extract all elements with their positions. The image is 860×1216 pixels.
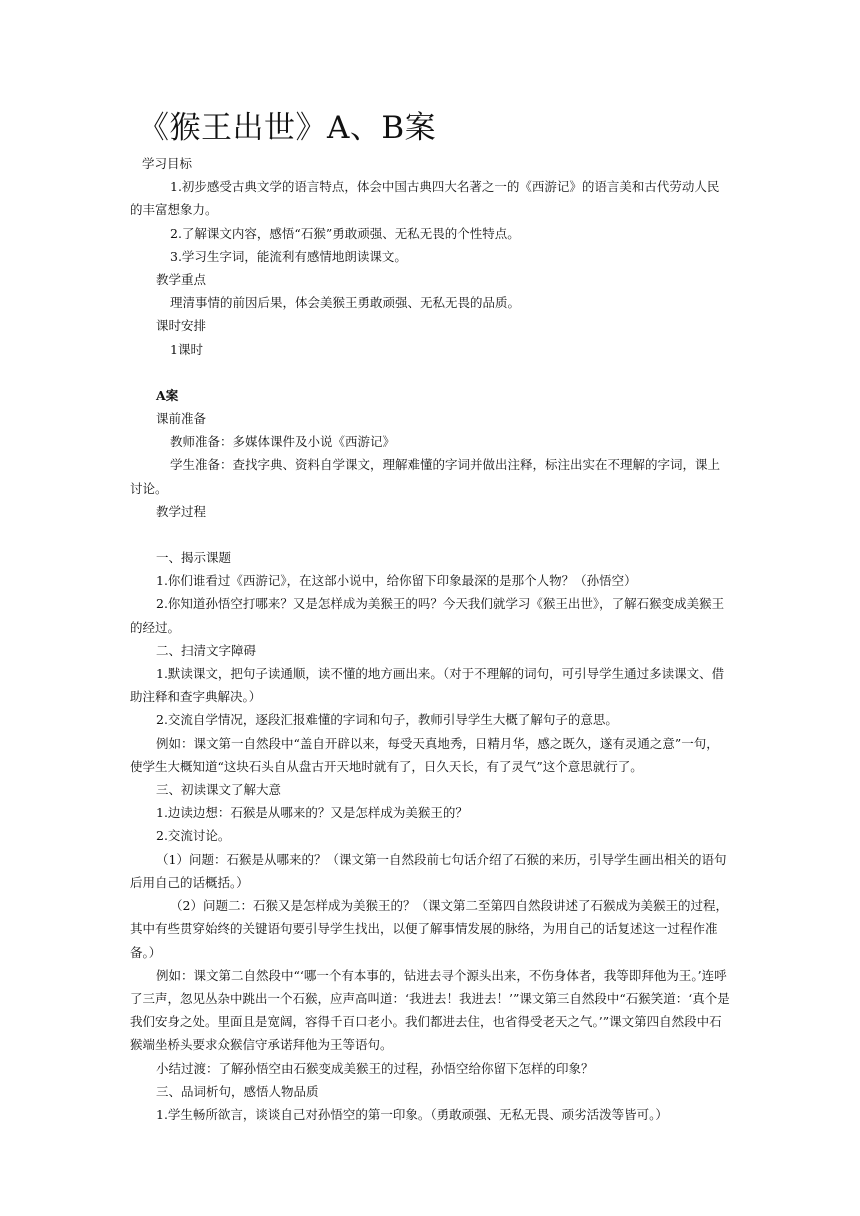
step-2-item-1: 1.默读课文，把句子读通顺，读不懂的地方画出来。（对于不理解的词句，可引导学生通过多读课文、借助注释和查字典解决。） <box>130 666 725 705</box>
spacer <box>130 361 730 384</box>
step-1-heading: 一、揭示课题 <box>156 550 232 566</box>
step-1-item-1: 1.你们谁看过《西游记》，在这部小说中，给你留下印象最深的是那个人物？（孙悟空） <box>156 573 637 589</box>
question-2: （2）问题二：石猴又是怎样成为美猴王的？（课文第二至第四自然段讲述了石猴成为美猴王的过程，其中有些贯穿始终的关键语句要引导学生找出，以便了解事情发展的脉络，为用自己的话复述这一过程作准备。） <box>130 898 728 960</box>
heading-process: 教学过程 <box>156 503 207 519</box>
heading-key-points: 教学重点 <box>156 272 207 288</box>
heading-schedule: 课时安排 <box>156 318 207 334</box>
step-1-item-2: 2.你知道孙悟空打哪来？又是怎样成为美猴王的吗？今天我们就学习《猴王出世》，了解石猴变成美猴王的经过。 <box>130 596 725 635</box>
document-title: 《猴王出世》A、B案 <box>138 110 437 146</box>
spacer <box>130 523 730 546</box>
step-4-heading: 三、品词析句，感悟人物品质 <box>156 1083 319 1099</box>
objective-3: 3.学习生字词，能流利有感情地朗读课文。 <box>170 248 407 264</box>
schedule-text: 1课时 <box>170 341 203 357</box>
step-3-example: 例如：课文第二自然段中“‘哪一个有本事的，钻进去寻个源头出来，不伤身体者，我等即拜他为王。’连呼了三声，忽见丛杂中跳出一个石猴，应声高叫道：‘我进去！我进去！’”课文第三自然段中“石猴笑道：‘真个是我们安身之处。里面且是宽阔，容得千百口老小。我们都进去住，也省得受老天之气。’”课文第四自然段中石猴端坐桥头要求众猴信守承诺拜他为王等语句。 <box>130 967 730 1053</box>
step-3-heading: 三、初读课文了解大意 <box>156 782 282 798</box>
step-2-heading: 二、扫清文字障碍 <box>156 642 257 658</box>
section-a-heading: A案 <box>156 387 179 403</box>
transition-summary: 小结过渡：了解孙悟空由石猴变成美猴王的过程，孙悟空给你留下怎样的印象？ <box>156 1060 594 1076</box>
step-3-item-2: 2.交流讨论。 <box>156 828 231 844</box>
student-preparation: 学生准备：查找字典、资料自学课文，理解难懂的字词并做出注释，标注出实在不理解的字词，课上讨论。 <box>130 457 721 496</box>
step-4-item-1: 1.学生畅所欲言，谈谈自己对孙悟空的第一印象。（勇敢顽强、无私无畏、顽劣活泼等皆可。） <box>156 1106 668 1122</box>
key-points-text: 理清事情的前因后果，体会美猴王勇敢顽强、无私无畏的品质。 <box>170 295 521 311</box>
step-2-item-2: 2.交流自学情况，逐段汇报难懂的字词和句子，教师引导学生大概了解句子的意思。 <box>156 712 618 728</box>
step-2-example: 例如：课文第一自然段中“盖自开辟以来，每受天真地秀，日精月华，感之既久，遂有灵通之意”一句，使学生大概知道“这块石头自从盘古开天地时就有了，日久天长，有了灵气”这个意思就行了。 <box>130 735 719 774</box>
teacher-preparation: 教师准备：多媒体课件及小说《西游记》 <box>170 434 396 450</box>
objective-1: 1.初步感受古典文学的语言特点，体会中国古典四大名著之一的《西游记》的语言美和古代劳动人民的丰富想象力。 <box>130 179 720 218</box>
objective-2: 2.了解课文内容，感悟“石猴”勇敢顽强、无私无畏的个性特点。 <box>170 225 520 241</box>
step-3-item-1: 1.边读边想：石猴是从哪来的？又是怎样成为美猴王的？ <box>156 805 468 821</box>
heading-preparation: 课前准备 <box>156 411 207 427</box>
question-1: （1）问题：石猴是从哪来的？（课文第一自然段前七句话介绍了石猴的来历，引导学生画出相关的语句后用自己的话概括。） <box>130 851 727 890</box>
heading-objectives: 学习目标 <box>142 156 193 171</box>
document-page <box>130 108 730 1126</box>
